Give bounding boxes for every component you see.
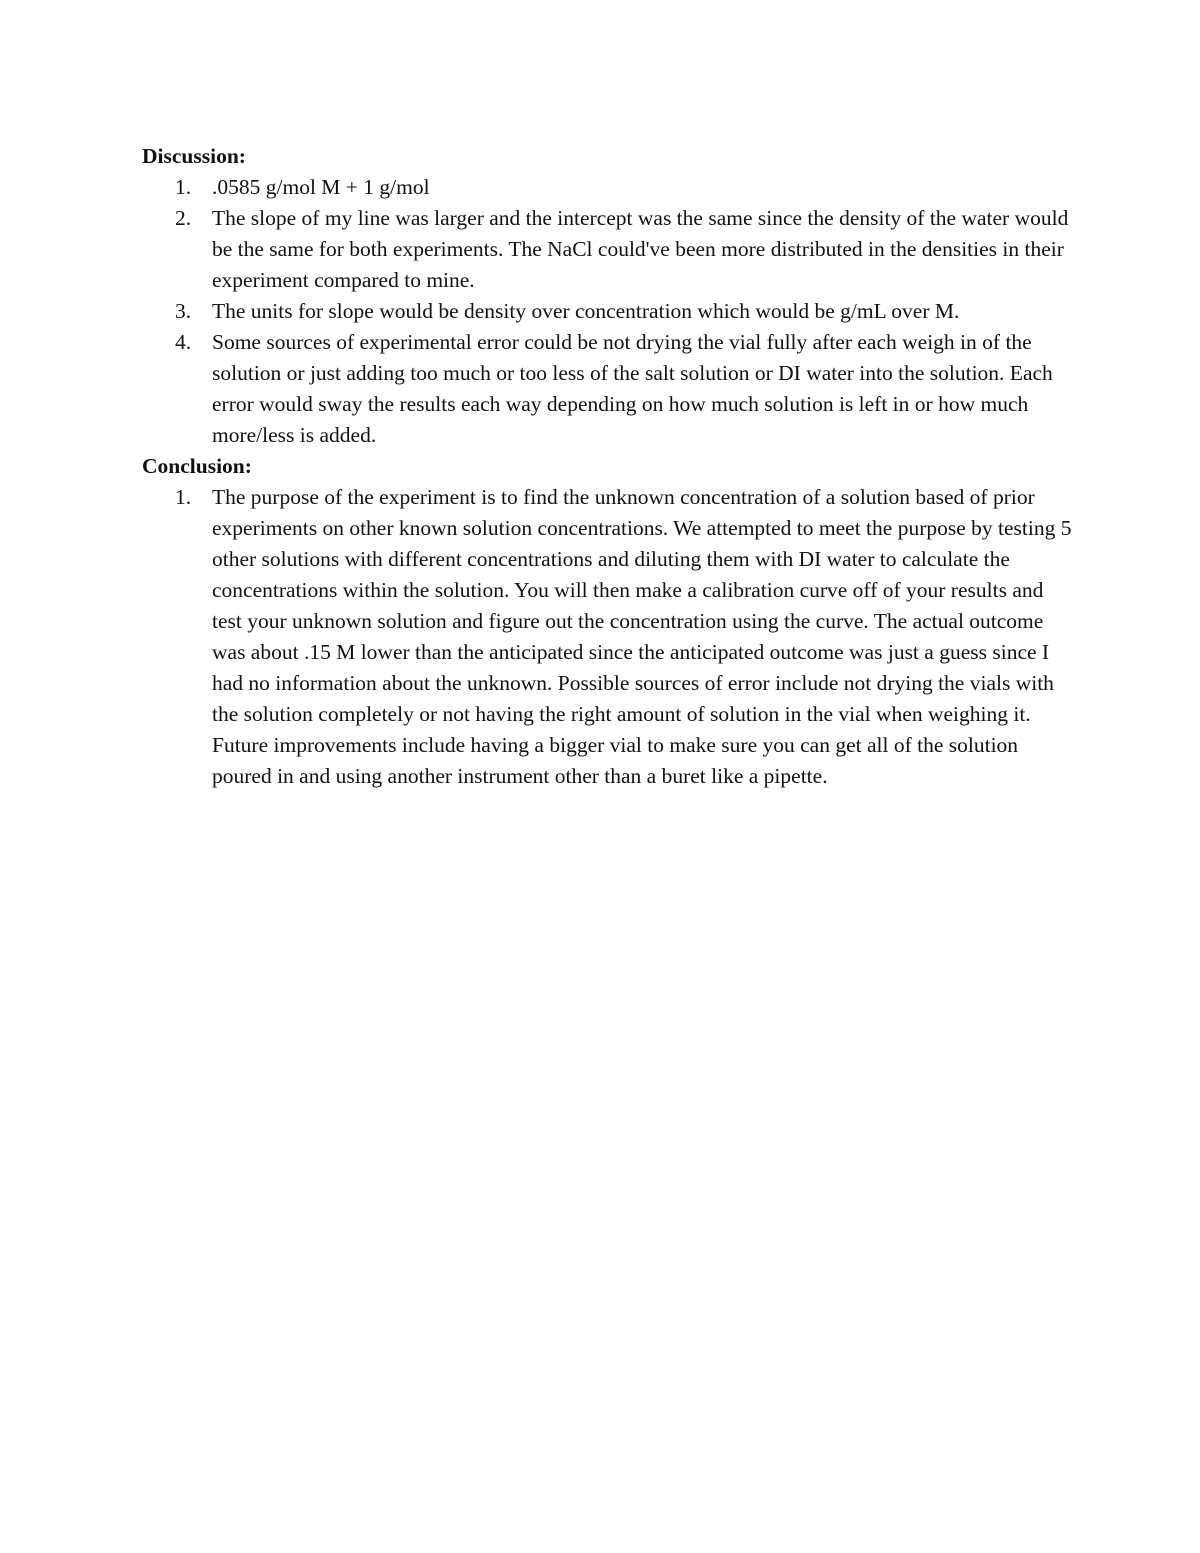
document-body [142, 141, 1072, 792]
conclusion-list [142, 482, 1072, 792]
discussion-list [142, 172, 1072, 451]
list-item-number: 3. [175, 299, 192, 323]
list-item-number: 4. [175, 330, 192, 354]
list-item-text: .0585 g/mol M + 1 g/mol [212, 175, 430, 199]
list-item-number: 2. [175, 206, 192, 230]
list-item [142, 482, 1072, 792]
conclusion-section [142, 451, 1072, 792]
discussion-heading: Discussion: [142, 144, 246, 168]
conclusion-heading: Conclusion: [142, 454, 252, 478]
list-item-number: 1. [175, 175, 192, 199]
list-item-text: The units for slope would be density over concentration which would be g/mL over M. [212, 299, 960, 323]
list-item [142, 296, 1072, 327]
list-item-number: 1. [175, 485, 192, 509]
list-item [142, 203, 1072, 296]
list-item-text: Some sources of experimental error could be not drying the vial fully after each weigh in of the solution or just adding too much or too less of the salt solution or DI water into the solution. Each error would sway the results each way depending on how much solution is left in or how much more/less is added. [212, 330, 1053, 447]
list-item-text: The purpose of the experiment is to find the unknown concentration of a solution based of prior experiments on other known solution concentrations. We attempted to meet the purpose by testing 5 other solutions with different concentrations and diluting them with DI water to calculate the concentrations within the solution. You will then make a calibration curve off of your results and test your unknown solution and figure out the concentration using the curve. The actual outcome was about .15 M lower than the anticipated since the anticipated outcome was just a guess since I had no information about the unknown. Possible sources of error include not drying the vials with the solution completely or not having the right amount of solution in the vial when weighing it. Future improvements include having a bigger vial to make sure you can get all of the solution poured in and using another instrument other than a buret like a pipette. [212, 485, 1072, 788]
list-item-text: The slope of my line was larger and the intercept was the same since the density of the water would be the same for both experiments. The NaCl could've been more distributed in the densities in their experiment compared to mine. [212, 206, 1069, 292]
list-item [142, 172, 1072, 203]
discussion-section [142, 141, 1072, 451]
list-item [142, 327, 1072, 451]
